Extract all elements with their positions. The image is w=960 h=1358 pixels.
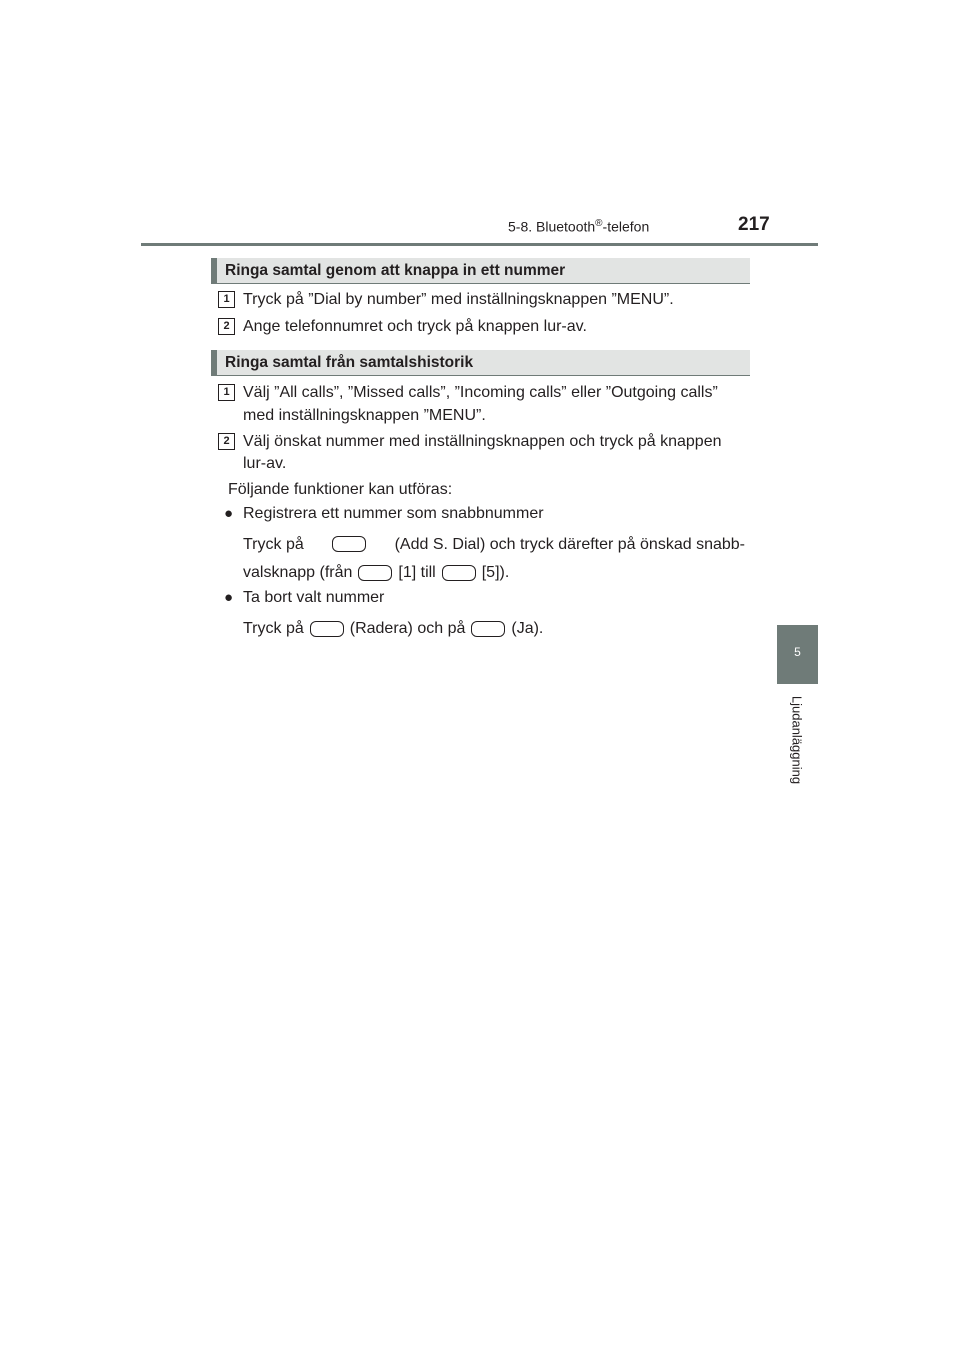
screen-button-icon xyxy=(332,536,366,552)
bullet-icon: ● xyxy=(224,589,234,606)
section-heading-bar xyxy=(211,350,217,375)
function-title: Ta bort valt nummer xyxy=(243,589,385,606)
step-badge-2: 2 xyxy=(218,433,235,450)
screen-button-icon xyxy=(471,621,505,637)
section-heading-text: Ringa samtal från samtalshistorik xyxy=(225,354,474,371)
step-text: Ange telefonnumret och tryck på knappen lur-av. xyxy=(243,318,587,335)
header-section-title: 5-8. Bluetooth®-telefon xyxy=(508,218,650,235)
function-instruction-continued: valsknapp (från [1] till [5]). xyxy=(243,564,510,581)
step-text: Tryck på ”Dial by number” med inställningsknappen ”MENU”. xyxy=(243,291,674,308)
section-heading-call-history xyxy=(211,350,750,376)
step-text: Välj önskat nummer med inställningsknappen och tryck på knappen xyxy=(243,433,722,450)
page-number: 217 xyxy=(738,214,770,235)
step-badge-2: 2 xyxy=(218,318,235,335)
section-heading-bar xyxy=(211,258,217,283)
step-badge-1: 1 xyxy=(218,291,235,308)
screen-button-icon xyxy=(310,621,344,637)
chapter-tab xyxy=(777,625,818,684)
function-title: Registrera ett nummer som snabbnummer xyxy=(243,505,544,522)
chapter-label: Ljudanläggning xyxy=(789,695,805,785)
screen-button-icon xyxy=(358,565,392,581)
step-text-continued: med inställningsknappen ”MENU”. xyxy=(243,407,486,424)
function-instruction: Tryck på (Radera) och på (Ja). xyxy=(243,620,544,637)
chapter-number: 5 xyxy=(794,645,801,659)
step-badge-1: 1 xyxy=(218,384,235,401)
step-text-continued: lur-av. xyxy=(243,455,287,472)
step-text: Välj ”All calls”, ”Missed calls”, ”Incoming calls” eller ”Outgoing calls” xyxy=(243,384,718,401)
bullet-icon: ● xyxy=(224,505,234,522)
functions-intro: Följande funktioner kan utföras: xyxy=(228,481,453,498)
section-heading-text: Ringa samtal genom att knappa in ett nummer xyxy=(225,262,566,279)
header-rule xyxy=(141,243,818,246)
screen-button-icon xyxy=(442,565,476,581)
function-instruction: Tryck på (Add S. Dial) och tryck därefter på önskad snabb- xyxy=(243,536,745,553)
section-heading-dial-number xyxy=(211,258,750,284)
